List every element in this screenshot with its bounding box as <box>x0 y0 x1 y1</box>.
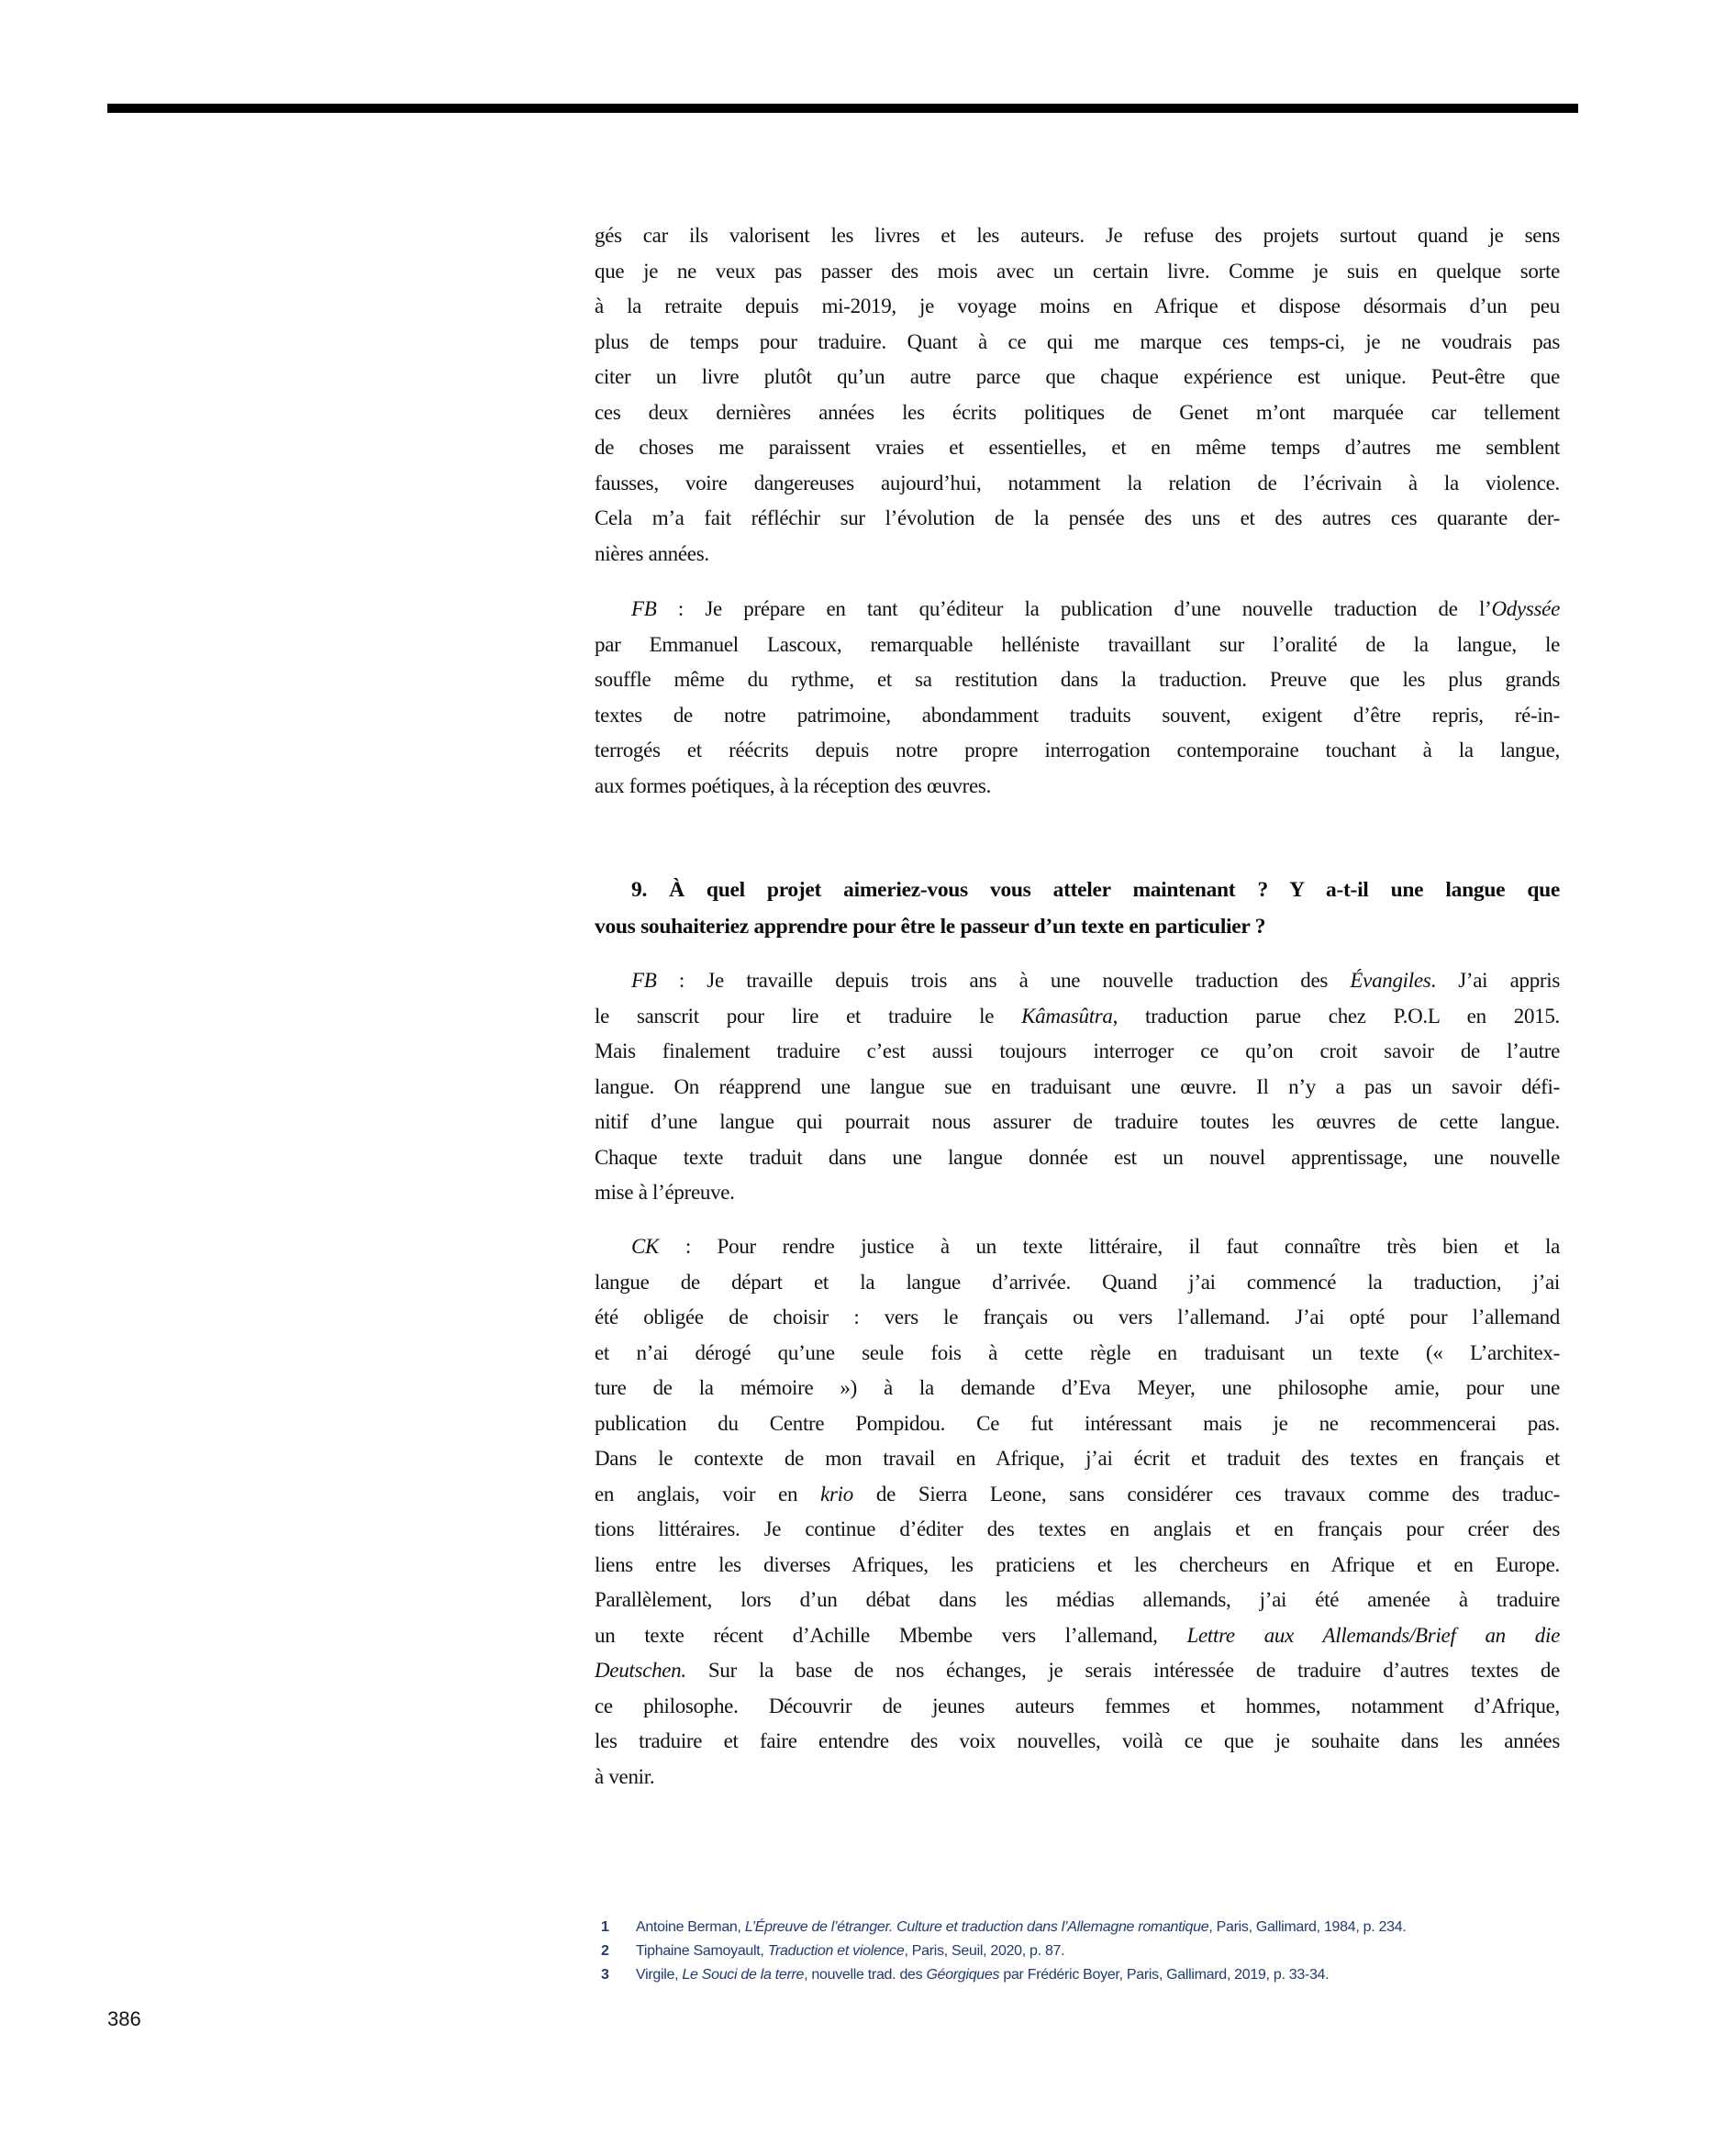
page-number: 386 <box>107 2007 141 2030</box>
paragraph-continuation: gés car ils valorisent les livres et les auteurs. Je refuse des projets surtout quand je sens que je ne veux pas passer des mois avec un certain livre. Comme je suis en quelque sorte à la retraite depuis mi-2019, je voyage moins en Afrique et dispose désormais d’un peu plus de temps pour traduire. Quant à ce qui me marque ces temps-ci, je ne voudrais pas citer un livre plutôt qu’un autre parce que chaque expérience est unique. Peut-être que ces deux dernières années les écrits politiques de Genet m’ont marquée car tellement de choses me paraissent vraies et essentielles, et en même temps d’autres me semblent fausses, voire dangereuses aujourd’hui, notamment la relation de l’écrivain à la violence. Cela m’a fait réfléchir sur l’évolution de la pensée des uns et des autres ces quarante der- nières années. <box>595 224 1560 565</box>
footnote-row <box>595 1963 1560 1987</box>
footnote-text: Antoine Berman, L’Épreuve de l’étranger. Culture et traduction dans l’Allemagne romantique, Paris, Gallimard, 1984, p. 234. <box>636 1919 1407 1935</box>
paragraph-fb-odyssee: FB : Je prépare en tant qu’éditeur la publication d’une nouvelle traduction de l’Odyssée par Emmanuel Lascoux, remarquable helléniste travaillant sur l’oralité de la langue, le souffle même du rythme, et sa restitution dans la traduction. Preuve que les plus grands textes de notre patrimoine, abondamment traduits souvent, exigent d’être repris, ré-in- terrogés et réécrits depuis notre propre interrogation contemporaine touchant à la langue, aux formes poétiques, à la réception des œuvres. <box>595 597 1560 797</box>
paragraph-fb-evangiles: FB : Je travaille depuis trois ans à une nouvelle traduction des Évangiles. J’ai appris le sanscrit pour lire et traduire le Kâmasûtra, traduction parue chez P.O.L en 2015. Mais finalement traduire c’est aussi toujours interroger ce qu’on croit savoir de l’autre langue. On réapprend une langue sue en traduisant une œuvre. Il n’y a pas un savoir défi- nitif d’une langue qui pourrait nous assurer de traduire toutes les œuvres de cette langue. Chaque texte traduit dans une langue donnée est un nouvel apprentissage, une nouvelle mise à l’épreuve. <box>595 969 1560 1204</box>
footnote-number: 2 <box>601 1943 609 1959</box>
footnote-row <box>595 1916 1560 1939</box>
footnote-number: 1 <box>601 1919 609 1935</box>
footnote-row <box>595 1939 1560 1963</box>
footnote-text: Virgile, Le Souci de la terre, nouvelle trad. des Géorgiques par Frédéric Boyer, Paris, Gallimard, 2019, p. 33-34. <box>636 1967 1330 1983</box>
paragraph-ck-traduction: CK : Pour rendre justice à un texte littéraire, il faut connaître très bien et la langue de départ et la langue d’arrivée. Quand j’ai commencé la traduction, j’ai été obligée de choisir : vers le français ou vers l’allemand. J’ai opté pour l’allemand et n’ai dérogé qu’une seule fois à cette règle en traduisant un texte (« L’architex- ture de la mémoire ») à la demande d’Eva Meyer, une philosophe amie, pour une publication du Centre Pompidou. Ce fut intéressant mais je ne recommencerai pas. Dans le contexte de mon travail en Afrique, j’ai écrit et traduit des textes en français et en anglais, voir en krio de Sierra Leone, sans considérer ces travaux comme des traduc- tions littéraires. Je continue d’éditer des textes en anglais et en français pour créer des liens entre les diverses Afriques, les praticiens et les chercheurs en Afrique et en Europe. Parallèlement, lors d’un débat dans les médias allemands, j’ai été amenée à traduire un texte récent d’Achille Mbembe vers l’allemand, Lettre aux Allemands/Brief an die Deutschen. Sur la base de nos échanges, je serais intéressée de traduire d’autres textes de ce philosophe. Découvrir de jeunes auteurs femmes et hommes, notamment d’Afrique, les traduire et faire entendre des voix nouvelles, voilà ce que je souhaite dans les années à venir. <box>595 1235 1561 1788</box>
footnote-text: Tiphaine Samoyault, Traduction et violence, Paris, Seuil, 2020, p. 87. <box>636 1943 1065 1959</box>
footnotes <box>595 1916 1560 1987</box>
question-9-heading: 9. À quel projet aimeriez-vous vous atteler maintenant ? Y a-t-il une langue que vous souhaiteriez apprendre pour être le passeur d’un texte en particulier ? <box>595 878 1560 939</box>
text-column <box>595 0 1560 2156</box>
footnote-number: 3 <box>601 1967 609 1983</box>
